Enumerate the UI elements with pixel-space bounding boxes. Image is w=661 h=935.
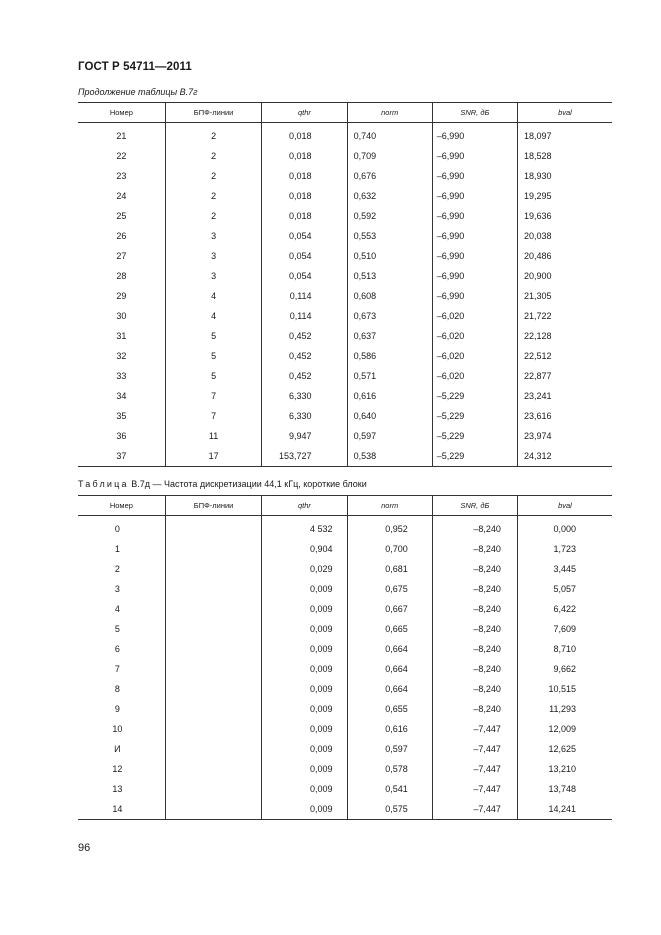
table-row (78, 779, 612, 799)
table-row (78, 699, 612, 719)
cell-qthr: 0,114 (262, 286, 347, 306)
cell-bval: 20,486 (517, 246, 612, 266)
cell-qthr: 0,009 (262, 659, 347, 679)
cell-qthr: 0,009 (262, 639, 347, 659)
table-row (78, 266, 612, 286)
cell-number: 22 (116, 151, 127, 161)
cell-norm: 0,592 (347, 206, 432, 226)
cell-fft-lines (165, 579, 262, 599)
column-header-bval: bval (517, 103, 612, 123)
cell-snr: –6,990 (432, 146, 517, 166)
cell-norm: 0,673 (347, 306, 432, 326)
cell-qthr: 0,009 (262, 699, 347, 719)
cell-number: 27 (116, 251, 127, 261)
table-header-row (78, 496, 612, 516)
cell-fft-lines: 2 (165, 186, 262, 206)
cell-qthr: 0,009 (262, 719, 347, 739)
cell-bval: 19,636 (517, 206, 612, 226)
cell-bval: 20,038 (517, 226, 612, 246)
table-row (78, 639, 612, 659)
table-row (78, 206, 612, 226)
cell-bval: 11,293 (517, 699, 612, 719)
table-row (78, 539, 612, 559)
cell-fft-lines: 2 (165, 206, 262, 226)
cell-bval: 18,097 (517, 123, 612, 147)
cell-snr: –8,240 (432, 579, 517, 599)
cell-fft-lines: 5 (165, 346, 262, 366)
cell-norm: 0,640 (347, 406, 432, 426)
cell-number: 21 (116, 131, 127, 141)
cell-fft-lines: 3 (165, 226, 262, 246)
cell-number: 24 (116, 191, 127, 201)
table-row (78, 679, 612, 699)
table-row (78, 559, 612, 579)
cell-number: 12 (112, 764, 123, 774)
page-number: 96 (78, 842, 91, 854)
column-header-fft-lines: БПФ-линии (165, 103, 262, 123)
cell-snr: –8,240 (432, 659, 517, 679)
column-header-bval: bval (517, 496, 612, 516)
cell-fft-lines (165, 719, 262, 739)
cell-fft-lines (165, 779, 262, 799)
cell-number: 9 (114, 704, 120, 714)
cell-fft-lines: 2 (165, 166, 262, 186)
cell-fft-lines: 17 (165, 446, 262, 467)
cell-bval: 23,974 (517, 426, 612, 446)
table-row (78, 166, 612, 186)
cell-norm: 0,709 (347, 146, 432, 166)
cell-norm: 0,538 (347, 446, 432, 467)
cell-norm: 0,740 (347, 123, 432, 147)
cell-bval: 6,422 (517, 599, 612, 619)
cell-number: 32 (116, 351, 127, 361)
cell-norm: 0,597 (347, 739, 432, 759)
column-header-snr: SNR, дБ (432, 103, 517, 123)
cell-number: 30 (116, 311, 127, 321)
table-row (78, 446, 612, 467)
cell-norm: 0,632 (347, 186, 432, 206)
table-row (78, 739, 612, 759)
cell-bval: 13,748 (517, 779, 612, 799)
cell-number: 13 (112, 784, 123, 794)
cell-snr: –7,447 (432, 799, 517, 820)
table-row (78, 146, 612, 166)
cell-norm: 0,616 (347, 386, 432, 406)
cell-snr: –8,240 (432, 539, 517, 559)
cell-number: 0 (114, 524, 120, 534)
cell-norm: 0,655 (347, 699, 432, 719)
cell-norm: 0,597 (347, 426, 432, 446)
cell-fft-lines: 2 (165, 123, 262, 147)
cell-norm: 0,541 (347, 779, 432, 799)
table-row (78, 286, 612, 306)
cell-bval: 22,128 (517, 326, 612, 346)
cell-snr: –5,229 (432, 426, 517, 446)
cell-snr: –5,229 (432, 386, 517, 406)
cell-norm: 0,667 (347, 599, 432, 619)
cell-norm: 0,675 (347, 579, 432, 599)
cell-qthr: 0,114 (262, 306, 347, 326)
cell-bval: 24,312 (517, 446, 612, 467)
cell-fft-lines: 11 (165, 426, 262, 446)
cell-number: 5 (114, 624, 120, 634)
cell-snr: –6,990 (432, 266, 517, 286)
column-header-qthr: qthr (262, 496, 347, 516)
cell-snr: –6,990 (432, 286, 517, 306)
table-row (78, 759, 612, 779)
cell-norm: 0,553 (347, 226, 432, 246)
cell-snr: –8,240 (432, 679, 517, 699)
cell-qthr: 0,018 (262, 166, 347, 186)
table-row (78, 516, 612, 540)
cell-bval: 13,210 (517, 759, 612, 779)
cell-qthr: 0,018 (262, 206, 347, 226)
cell-fft-lines (165, 699, 262, 719)
cell-snr: –6,990 (432, 206, 517, 226)
cell-norm: 0,616 (347, 719, 432, 739)
document-header: ГОСТ Р 54711—2011 (78, 61, 192, 73)
cell-number: 29 (116, 291, 127, 301)
cell-snr: –7,447 (432, 779, 517, 799)
cell-qthr: 0,452 (262, 346, 347, 366)
cell-fft-lines (165, 759, 262, 779)
cell-snr: –7,447 (432, 759, 517, 779)
cell-number: 28 (116, 271, 127, 281)
column-header-fft-lines: БПФ-линии (165, 496, 262, 516)
cell-qthr: 0,904 (262, 539, 347, 559)
cell-snr: –6,020 (432, 346, 517, 366)
cell-bval: 1,723 (517, 539, 612, 559)
table-row (78, 346, 612, 366)
column-header-norm: norm (347, 103, 432, 123)
cell-norm: 0,510 (347, 246, 432, 266)
cell-number: 34 (116, 391, 127, 401)
cell-number: 26 (116, 231, 127, 241)
cell-fft-lines (165, 539, 262, 559)
cell-snr: –8,240 (432, 516, 517, 540)
cell-snr: –6,020 (432, 326, 517, 346)
table-row (78, 186, 612, 206)
cell-bval: 22,877 (517, 366, 612, 386)
column-header-snr: SNR, дБ (432, 496, 517, 516)
cell-snr: –8,240 (432, 639, 517, 659)
cell-norm: 0,681 (347, 559, 432, 579)
table-row (78, 619, 612, 639)
cell-norm: 0,571 (347, 366, 432, 386)
cell-qthr: 9,947 (262, 426, 347, 446)
cell-snr: –6,990 (432, 123, 517, 147)
cell-snr: –6,020 (432, 366, 517, 386)
cell-qthr: 4 532 (262, 516, 347, 540)
cell-bval: 7,609 (517, 619, 612, 639)
cell-fft-lines (165, 679, 262, 699)
table-body (78, 123, 612, 467)
cell-fft-lines (165, 599, 262, 619)
cell-number: 7 (114, 664, 120, 674)
table-row (78, 123, 612, 147)
cell-snr: –8,240 (432, 559, 517, 579)
cell-norm: 0,676 (347, 166, 432, 186)
cell-qthr: 153,727 (262, 446, 347, 467)
cell-number: 2 (114, 564, 120, 574)
cell-number: 8 (114, 684, 120, 694)
cell-norm: 0,700 (347, 539, 432, 559)
cell-norm: 0,575 (347, 799, 432, 820)
cell-fft-lines: 2 (165, 146, 262, 166)
cell-fft-lines: 3 (165, 246, 262, 266)
cell-norm: 0,586 (347, 346, 432, 366)
cell-norm: 0,513 (347, 266, 432, 286)
table-caption-label: Таблица (78, 479, 129, 489)
cell-number: 36 (116, 431, 127, 441)
cell-qthr: 0,009 (262, 739, 347, 759)
cell-snr: –8,240 (432, 619, 517, 639)
cell-fft-lines: 5 (165, 326, 262, 346)
cell-qthr: 0,054 (262, 226, 347, 246)
table-row (78, 659, 612, 679)
cell-number: 1 (114, 544, 120, 554)
cell-qthr: 0,029 (262, 559, 347, 579)
column-header-norm: norm (347, 496, 432, 516)
cell-bval: 21,722 (517, 306, 612, 326)
cell-bval: 19,295 (517, 186, 612, 206)
cell-bval: 20,900 (517, 266, 612, 286)
cell-fft-lines (165, 659, 262, 679)
cell-bval: 0,000 (517, 516, 612, 540)
cell-qthr: 0,452 (262, 366, 347, 386)
table-body (78, 516, 612, 820)
cell-bval: 12,625 (517, 739, 612, 759)
cell-fft-lines: 4 (165, 286, 262, 306)
cell-snr: –7,447 (432, 739, 517, 759)
cell-qthr: 6,330 (262, 386, 347, 406)
cell-bval: 8,710 (517, 639, 612, 659)
cell-bval: 12,009 (517, 719, 612, 739)
cell-qthr: 0,009 (262, 679, 347, 699)
table-row (78, 579, 612, 599)
cell-fft-lines: 7 (165, 386, 262, 406)
cell-number: 3 (114, 584, 120, 594)
cell-qthr: 0,018 (262, 186, 347, 206)
table-row (78, 326, 612, 346)
cell-bval: 21,305 (517, 286, 612, 306)
cell-bval: 9,662 (517, 659, 612, 679)
table-row (78, 366, 612, 386)
cell-number: 4 (114, 604, 120, 614)
cell-norm: 0,578 (347, 759, 432, 779)
table-b7d (78, 495, 612, 820)
cell-fft-lines (165, 639, 262, 659)
cell-qthr: 6,330 (262, 406, 347, 426)
cell-snr: –5,229 (432, 446, 517, 467)
cell-qthr: 0,009 (262, 599, 347, 619)
cell-qthr: 0,009 (262, 799, 347, 820)
cell-snr: –5,229 (432, 406, 517, 426)
column-header-number: Номер (78, 103, 165, 123)
cell-norm: 0,952 (347, 516, 432, 540)
cell-snr: –7,447 (432, 719, 517, 739)
cell-norm: 0,664 (347, 639, 432, 659)
cell-number: 10 (112, 724, 123, 734)
cell-fft-lines: 5 (165, 366, 262, 386)
cell-snr: –6,990 (432, 166, 517, 186)
table-b7d-caption (78, 479, 367, 489)
cell-bval: 18,528 (517, 146, 612, 166)
cell-qthr: 0,054 (262, 266, 347, 286)
cell-fft-lines (165, 739, 262, 759)
cell-qthr: 0,452 (262, 326, 347, 346)
cell-bval: 23,616 (517, 406, 612, 426)
table-b7g-continuation (78, 102, 612, 467)
table-row (78, 799, 612, 820)
cell-number: 33 (116, 371, 127, 381)
cell-bval: 14,241 (517, 799, 612, 820)
cell-number: 6 (114, 644, 120, 654)
cell-norm: 0,608 (347, 286, 432, 306)
cell-bval: 10,515 (517, 679, 612, 699)
cell-bval: 3,445 (517, 559, 612, 579)
cell-number: И (114, 744, 121, 754)
cell-snr: –8,240 (432, 599, 517, 619)
cell-qthr: 0,054 (262, 246, 347, 266)
column-header-number: Номер (78, 496, 165, 516)
cell-qthr: 0,018 (262, 123, 347, 147)
cell-fft-lines (165, 559, 262, 579)
cell-number: 31 (116, 331, 127, 341)
cell-bval: 5,057 (517, 579, 612, 599)
cell-norm: 0,665 (347, 619, 432, 639)
cell-qthr: 0,018 (262, 146, 347, 166)
cell-number: 35 (116, 411, 127, 421)
cell-norm: 0,637 (347, 326, 432, 346)
cell-qthr: 0,009 (262, 579, 347, 599)
cell-snr: –8,240 (432, 699, 517, 719)
table-header-row (78, 103, 612, 123)
cell-number: 25 (116, 211, 127, 221)
cell-qthr: 0,009 (262, 759, 347, 779)
table-row (78, 226, 612, 246)
column-header-qthr: qthr (262, 103, 347, 123)
cell-snr: –6,990 (432, 226, 517, 246)
cell-fft-lines (165, 619, 262, 639)
table-row (78, 386, 612, 406)
cell-number: 37 (78, 446, 165, 467)
cell-fft-lines: 7 (165, 406, 262, 426)
cell-fft-lines (165, 516, 262, 540)
cell-norm: 0,664 (347, 659, 432, 679)
cell-bval: 18,930 (517, 166, 612, 186)
cell-snr: –6,990 (432, 246, 517, 266)
cell-snr: –6,020 (432, 306, 517, 326)
cell-fft-lines (165, 799, 262, 820)
cell-fft-lines: 3 (165, 266, 262, 286)
table-row (78, 719, 612, 739)
cell-bval: 22,512 (517, 346, 612, 366)
cell-norm: 0,664 (347, 679, 432, 699)
cell-fft-lines: 4 (165, 306, 262, 326)
cell-qthr: 0,009 (262, 619, 347, 639)
table-row (78, 599, 612, 619)
cell-number: 14 (78, 799, 165, 820)
cell-snr: –6,990 (432, 186, 517, 206)
table-continuation-caption: Продолжение таблицы В.7г (78, 87, 198, 97)
cell-bval: 23,241 (517, 386, 612, 406)
cell-qthr: 0,009 (262, 779, 347, 799)
cell-number: 23 (116, 171, 127, 181)
table-row (78, 406, 612, 426)
table-caption-text: В.7д — Частота дискретизации 44,1 кГц, короткие блоки (128, 479, 367, 489)
table-row (78, 246, 612, 266)
table-row (78, 306, 612, 326)
table-row (78, 426, 612, 446)
